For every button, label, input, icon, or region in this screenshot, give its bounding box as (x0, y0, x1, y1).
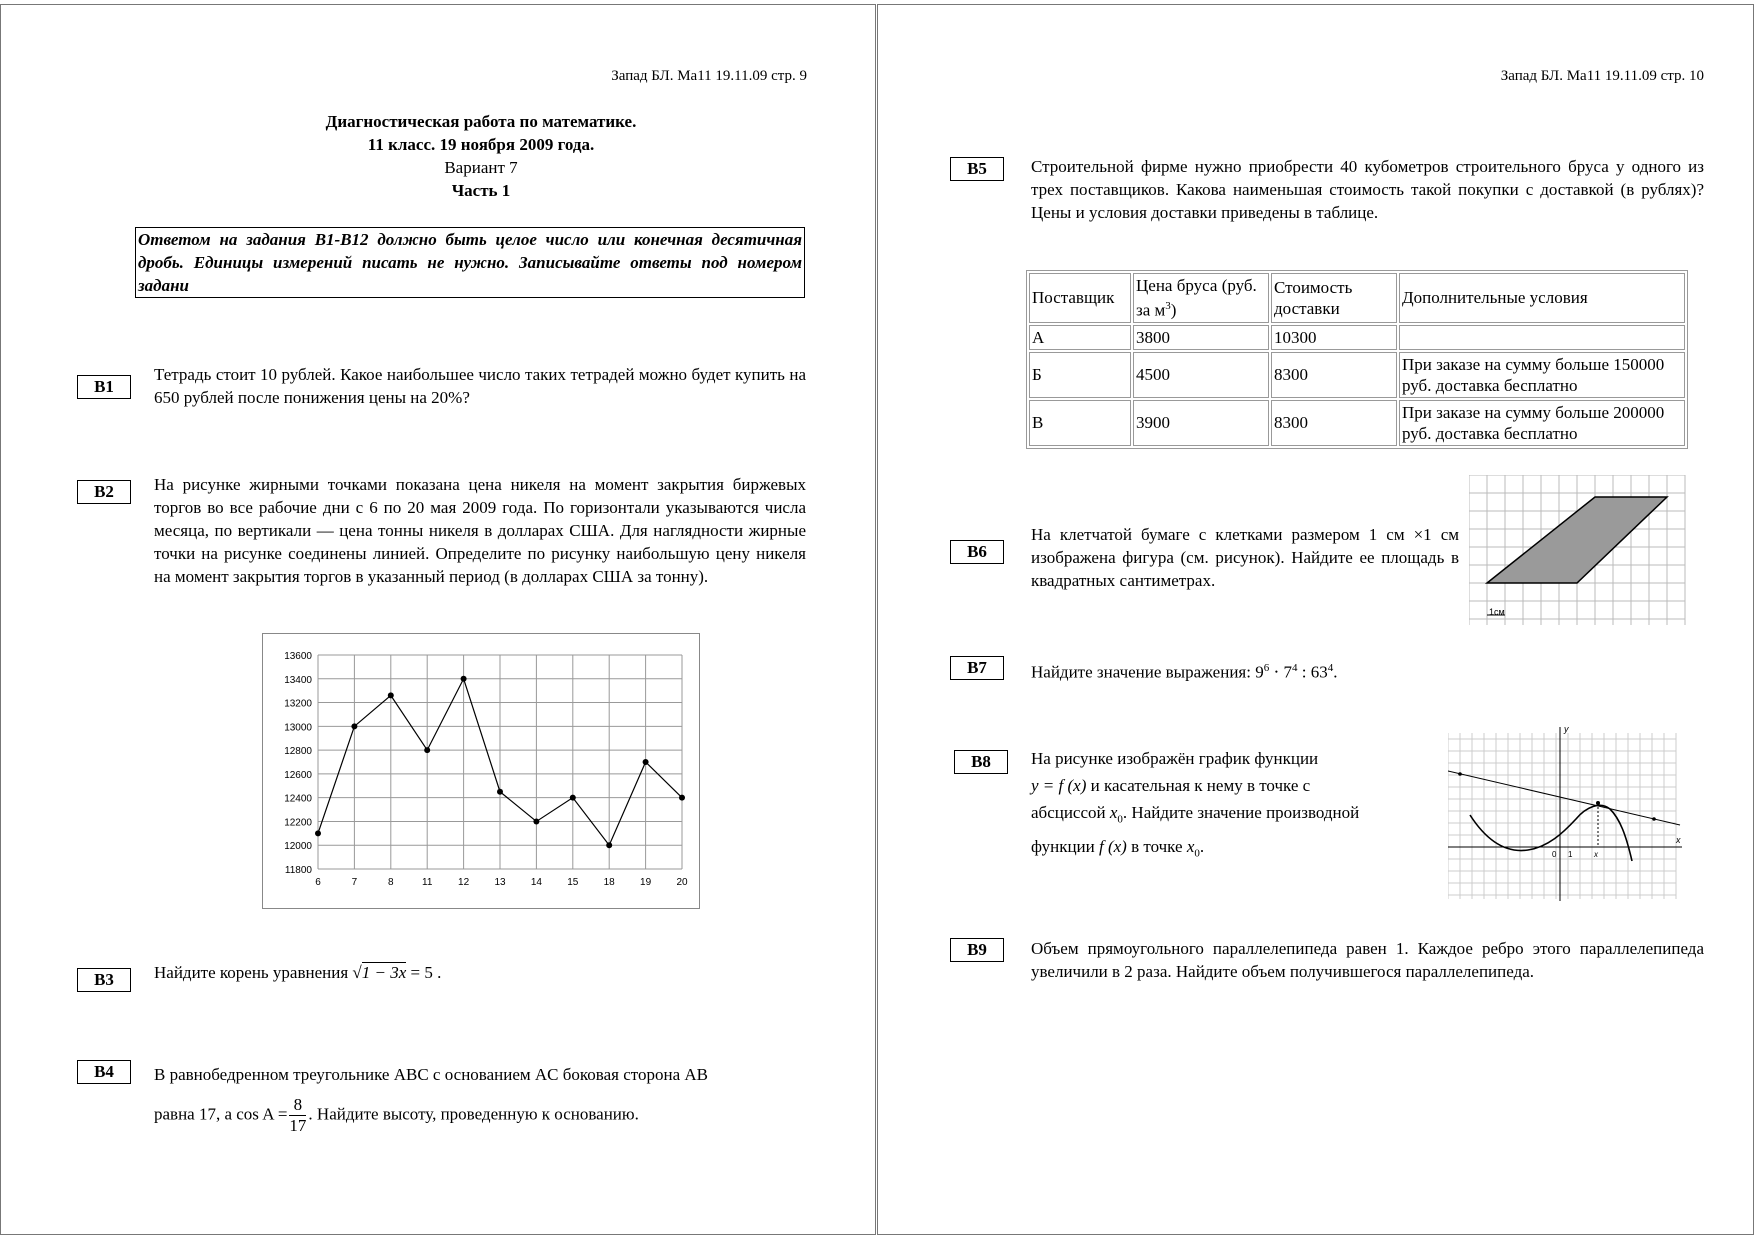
b3-label: В3 (77, 968, 131, 992)
b8-label: В8 (954, 750, 1008, 774)
page-header: Запад БЛ. Ма11 19.11.09 стр. 9 (611, 68, 807, 84)
origin-label: 0 (1552, 850, 1557, 859)
b8-fx: f (x) (1099, 837, 1127, 857)
cell (1399, 325, 1685, 350)
nickel-price-chart (262, 633, 700, 909)
th-supplier: Поставщик (1029, 273, 1131, 323)
b7-exp3: 4 (1327, 662, 1334, 674)
b8-x0: x (1109, 803, 1118, 822)
b8-text (1031, 745, 1431, 868)
b8-line3: абсциссой $x_0$. Найдите значение производной (1031, 803, 1360, 826)
b2-text: На рисунке жирными точками показана цена никеля на момент закрытия биржевых торгов во все рабочие дни с 6 по 20 мая 2009 года. По горизонтали указываются числа месяца, по вертикали — цена тонны никеля в долларах США. Для наглядности жирные точки на рисунке соединены линией. Определите по рисунку наибольшую цену никеля на момент закрытия торгов в указанный период (в долларах США за тонну). (154, 475, 806, 586)
th-conditions: Дополнительные условия (1399, 273, 1685, 323)
b7-base1: 9 (1255, 662, 1264, 682)
b2-label: В2 (77, 480, 131, 504)
unit-label: 1 (1568, 850, 1573, 859)
b3-text (154, 961, 806, 984)
y-tick-label: 12200 (284, 817, 312, 829)
y-axis-label: y (1564, 724, 1569, 734)
b4-label: В4 (77, 1060, 131, 1084)
price-point (679, 795, 685, 801)
b3-text-before: Найдите корень уравнения (154, 963, 349, 982)
variant-label: Вариант 7 (444, 158, 518, 177)
tangent-point-a (1458, 772, 1462, 776)
b8-func: y = f (x) (1031, 776, 1087, 795)
price-point (424, 747, 430, 753)
chart-frame (263, 634, 700, 909)
x-tick-label: 20 (676, 877, 688, 888)
cell: 10300 (1271, 325, 1397, 350)
cell: 4500 (1133, 352, 1269, 398)
table-row (1029, 352, 1685, 398)
y-tick-label: 12000 (284, 841, 312, 853)
price-point (497, 789, 503, 795)
title-line-2: 11 класс. 19 ноября 2009 года. (367, 135, 595, 154)
price-point (570, 795, 576, 801)
x-tick-label: 11 (422, 877, 433, 888)
b8-function-graph (1448, 723, 1684, 901)
title-line-1: Диагностическая работа по математике. (325, 112, 637, 131)
cell: При заказе на сумму больше 200000 руб. доставка бесплатно (1399, 400, 1685, 446)
y-tick-label: 13400 (284, 674, 312, 686)
table-row (1029, 400, 1685, 446)
b7-exp2: 4 (1292, 662, 1298, 674)
price-point (388, 692, 394, 698)
b4-line2 (154, 1095, 806, 1136)
doc-title (201, 110, 761, 202)
x-tick-label: 18 (603, 877, 615, 888)
b1-label: В1 (77, 375, 131, 399)
b1-text: Тетрадь стоит 10 рублей. Какое наибольшее число таких тетрадей можно будет купить на 650 рублей после понижения цены на 20%? (154, 365, 806, 407)
b4-frac-den: 17 (289, 1116, 307, 1135)
price-point (643, 759, 649, 765)
price-point (315, 830, 321, 836)
x-tick-label: 15 (567, 877, 579, 888)
b7-label: В7 (950, 656, 1004, 680)
supplier-table (1026, 270, 1688, 449)
left-page (0, 4, 876, 1235)
b4-line1: В равнобедренном треугольнике ABC с основанием AC боковая сторона AB (154, 1065, 708, 1084)
y-tick-label: 12800 (284, 746, 312, 758)
price-point (533, 818, 539, 824)
cell: 8300 (1271, 352, 1397, 398)
x-axis-label: x (1676, 835, 1681, 845)
th-delivery: Стоимость доставки (1271, 273, 1397, 323)
x-tick-label: 7 (351, 877, 358, 888)
b4-frac-num: 8 (289, 1095, 306, 1116)
b8-line2: y = f (x) и касательная к нему в точке с (1031, 776, 1311, 795)
price-point (461, 676, 467, 682)
part-label: Часть 1 (451, 181, 511, 200)
y-tick-label: 13200 (284, 698, 312, 710)
right-page (877, 4, 1754, 1235)
b8-line1: На рисунке изображён график функции (1031, 749, 1319, 768)
page-header-right: Запад БЛ. Ма11 19.11.09 стр. 10 (1500, 68, 1704, 84)
b9-text: Объем прямоугольного параллелепипеда равен 1. Каждое ребро этого параллелепипеда увеличили в 2 раза. Найдите объем получившегося параллелепипеда. (1031, 939, 1704, 981)
y-tick-label: 13600 (284, 651, 312, 662)
b6-grid-figure (1469, 475, 1687, 627)
x-tick-label: 12 (458, 877, 470, 888)
cell: 8300 (1271, 400, 1397, 446)
b3-sqrt: √1 − 3x (352, 963, 407, 982)
answer-notice: Ответом на задания В1-В12 должно быть целое число или конечная десятичная дробь. Единицы измерений писать не нужно. Записывайте ответы под номером задани (135, 227, 805, 298)
table-row (1029, 325, 1685, 350)
cell: 3800 (1133, 325, 1269, 350)
y-tick-label: 11800 (284, 865, 312, 876)
x0-label: x (1594, 850, 1598, 859)
x-tick-label: 14 (530, 877, 542, 888)
th-price: Цена бруса (руб. за $м^3$) (1133, 273, 1269, 323)
x-tick-label: 19 (640, 877, 652, 888)
b7-base2: 7 (1283, 662, 1293, 682)
x-tick-label: 13 (494, 877, 506, 888)
b4-line2-before: равна 17, а cos A = (154, 1104, 288, 1124)
table-header-row (1029, 273, 1685, 323)
b5-text: Строительной фирме нужно приобрести 40 кубометров строительного бруса у одного из трех поставщиков. Какова наименьшая стоимость такой покупки с доставкой (в рублях)? Цены и условия доставки приведены в таблице. (1031, 157, 1704, 222)
b7-exp1: 6 (1263, 662, 1270, 674)
cell: В (1029, 400, 1131, 446)
b9-label: В9 (950, 938, 1004, 962)
x-tick-label: 6 (315, 877, 321, 888)
tangent-line (1448, 771, 1680, 825)
y-tick-label: 13000 (284, 722, 312, 734)
scale-label: 1см (1489, 607, 1505, 617)
b7-base3: 63 (1310, 662, 1328, 682)
cell: Б (1029, 352, 1131, 398)
b7-text: Найдите значение выражения: $9^6 \cdot 7^4$ : $63^4$. (1031, 662, 1338, 682)
b6-label: В6 (950, 540, 1004, 564)
function-curve (1470, 805, 1632, 861)
x-tick-label: 8 (388, 877, 394, 888)
tangent-point-b (1652, 817, 1656, 821)
y-tick-label: 12400 (284, 793, 312, 805)
cell: 3900 (1133, 400, 1269, 446)
b8-line4: функции f (x) в точке $x_0$. (1031, 837, 1205, 860)
b4-line2-after: . Найдите высоту, проведенную к основанию. (308, 1104, 639, 1124)
b6-text: На клетчатой бумаге с клетками размером 1 см ×1 см изображена фигура (см. рисунок). Найдите ее площадь в квадратных сантиметрах. (1031, 525, 1459, 590)
b4-fraction (289, 1095, 306, 1136)
price-point (351, 723, 357, 729)
b5-label: В5 (950, 157, 1004, 181)
cell: А (1029, 325, 1131, 350)
cell: При заказе на сумму больше 150000 руб. доставка бесплатно (1399, 352, 1685, 398)
b3-equals: = 5 . (410, 963, 442, 982)
y-tick-label: 12600 (284, 769, 312, 781)
b3-radicand: 1 − 3x (361, 963, 407, 982)
price-point (606, 842, 612, 848)
b7-text-before: Найдите значение выражения: (1031, 662, 1251, 682)
